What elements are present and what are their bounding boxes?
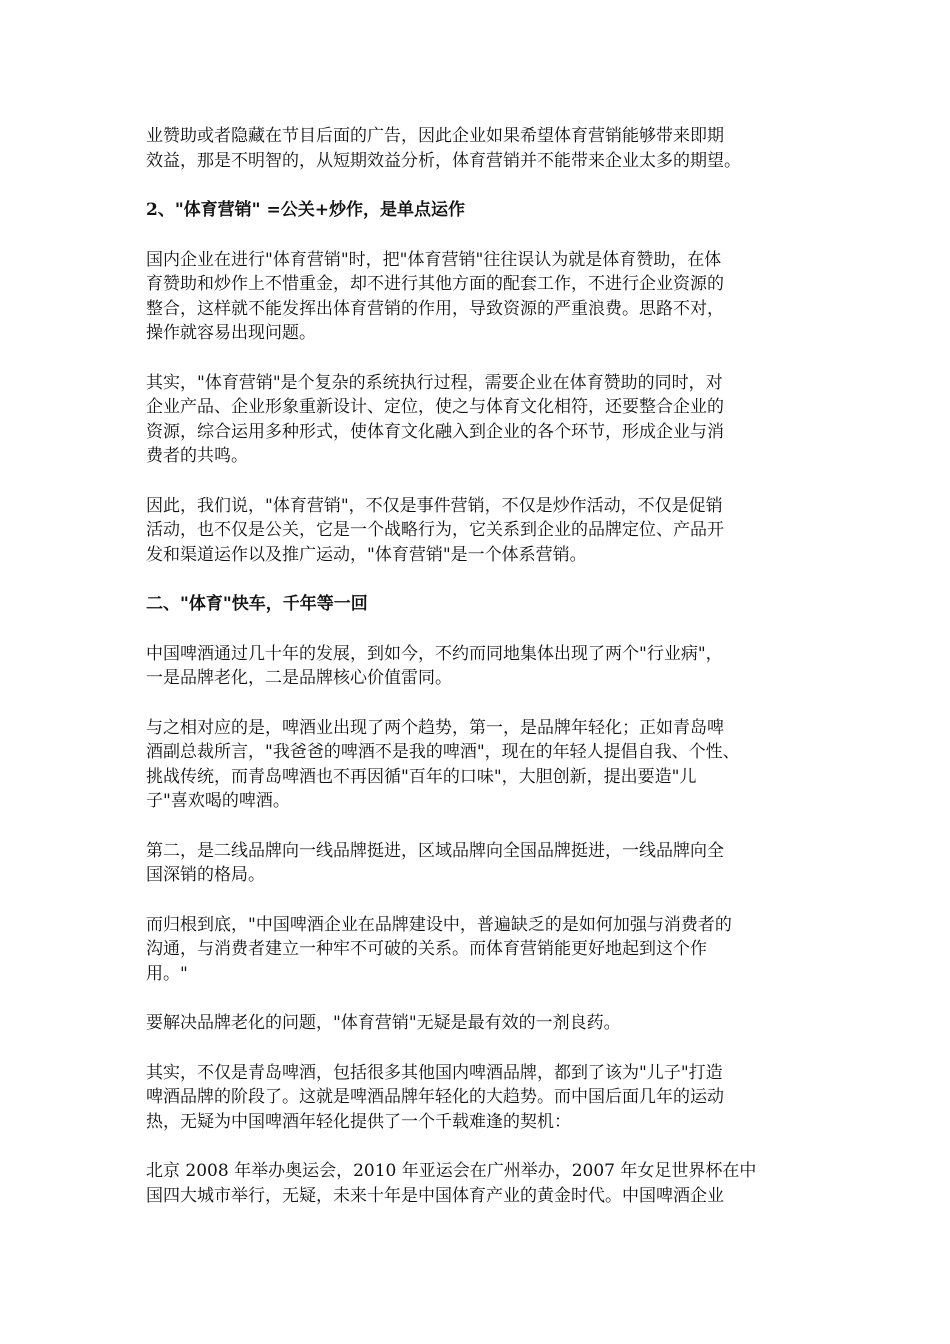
heading-line: 二、"体育"快车，千年等一回 [146, 594, 368, 614]
text-line: 沟通，与消费者建立一种牢不可破的关系。而体育营销能更好地起到这个作 [146, 939, 707, 959]
body-paragraph [146, 124, 822, 173]
text-line: 国深销的格局。 [146, 865, 265, 885]
text-line: 热，无疑为中国啤酒年轻化提供了一个千载难逢的契机： [146, 1111, 571, 1132]
text-line: 发和渠道运作以及推广运动，"体育营销"是一个体系营销。 [146, 544, 587, 565]
body-paragraph [146, 839, 822, 888]
text-line: 资源，综合运用多种形式，使体育文化融入到企业的各个环节，形成企业与消 [146, 421, 724, 442]
text-line: 操作就容易出现问题。 [146, 323, 316, 343]
text-line: 活动，也不仅是公关，它是一个战略行为，它关系到企业的品牌定位、产品开 [146, 520, 724, 540]
section-heading [146, 592, 822, 617]
text-line: 因此，我们说，"体育营销"，不仅是事件营销，不仅是炒作活动，不仅是促销 [146, 495, 723, 516]
text-line: 其实，不仅是青岛啤酒，包括很多其他国内啤酒品牌，都到了该为"儿子"打造 [146, 1062, 723, 1083]
text-line: 啤酒品牌的阶段了。这就是啤酒品牌年轻化的大趋势。而中国后面几年的运动 [146, 1087, 724, 1107]
body-paragraph [146, 913, 822, 987]
text-line: 与之相对应的是，啤酒业出现了两个趋势，第一，是品牌年轻化；正如青岛啤 [146, 717, 724, 738]
body-paragraph [146, 1061, 822, 1135]
text-line: 子"喜欢喝的啤酒。 [146, 791, 290, 811]
document-body [146, 124, 822, 1208]
body-paragraph [146, 642, 822, 691]
text-line: 挑战传统，而青岛啤酒也不再因循"百年的口味"，大胆创新，提出要造"儿 [146, 766, 697, 787]
body-paragraph [146, 371, 822, 469]
text-line: 效益，那是不明智的，从短期效益分析，体育营销并不能带来企业太多的期望。 [146, 150, 741, 171]
text-line: 要解决品牌老化的问题，"体育营销"无疑是最有效的一剂良药。 [146, 1013, 621, 1033]
text-line: 一是品牌老化，二是品牌核心价值雷同。 [146, 668, 452, 688]
body-paragraph [146, 1159, 822, 1208]
text-line: 育赞助和炒作上不惜重金，却不进行其他方面的配套工作，不进行企业资源的 [146, 274, 724, 294]
text-line: 而归根到底，"中国啤酒企业在品牌建设中，普遍缺乏的是如何加强与消费者的 [146, 914, 732, 935]
body-paragraph [146, 494, 822, 568]
body-paragraph [146, 248, 822, 346]
text-line: 中国啤酒通过几十年的发展，到如今，不约而同地集体出现了两个"行业病"， [146, 643, 723, 664]
text-line: 北京 2008 年举办奥运会，2010 年亚运会在广州举办，2007 年女足世界杯在中 [146, 1161, 757, 1181]
text-line: 国四大城市举行，无疑，未来十年是中国体育产业的黄金时代。中国啤酒企业 [146, 1185, 724, 1206]
heading-line: 2、"体育营销" =公关+炒作，是单点运作 [146, 200, 465, 220]
text-line: 其实，"体育营销"是个复杂的系统执行过程，需要企业在体育赞助的同时，对 [146, 372, 723, 393]
text-line: 酒副总裁所言，"我爸爸的啤酒不是我的啤酒"，现在的年轻人提倡自我、个性、 [146, 742, 740, 762]
text-line: 整合，这样就不能发挥出体育营销的作用，导致资源的严重浪费。思路不对， [146, 298, 724, 319]
text-line: 第二，是二线品牌向一线品牌挺进，区域品牌向全国品牌挺进，一线品牌向全 [146, 840, 724, 861]
text-line: 企业产品、企业形象重新设计、定位，使之与体育文化相符，还要整合企业的 [146, 397, 724, 417]
section-heading [146, 198, 822, 223]
text-line: 用。" [146, 963, 188, 984]
body-paragraph [146, 716, 822, 814]
text-line: 费者的共鸣。 [146, 446, 248, 466]
text-line: 业赞助或者隐藏在节目后面的广告，因此企业如果希望体育营销能够带来即期 [146, 126, 724, 146]
body-paragraph [146, 1011, 822, 1036]
text-line: 国内企业在进行"体育营销"时，把"体育营销"往往误认为就是体育赞助，在体 [146, 249, 722, 270]
